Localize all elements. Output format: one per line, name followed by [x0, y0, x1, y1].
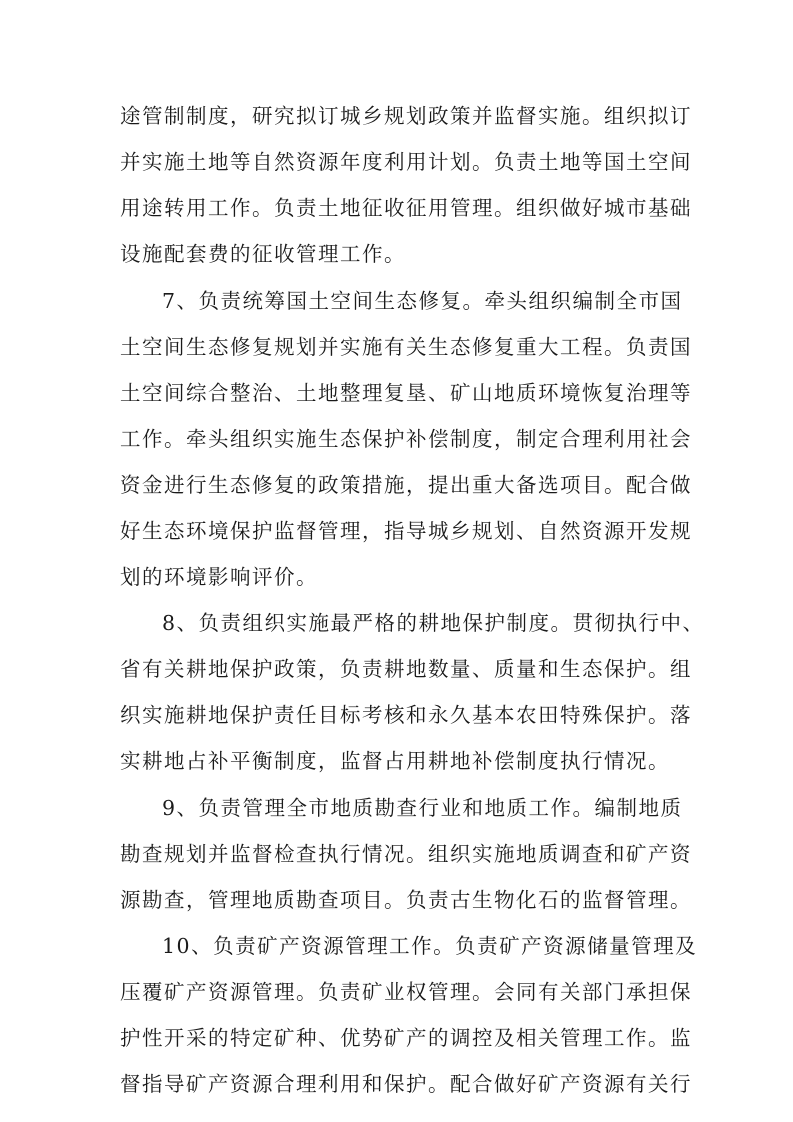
text-line: 划的环境影响评价。 — [120, 565, 318, 589]
paragraph-7-first-line: 7、负责统筹国土空间生态修复。牵头组织编制全市国 — [162, 289, 683, 313]
text-line: 省有关耕地保护政策，负责耕地数量、质量和生态保护。组 — [120, 657, 692, 681]
paragraph-9-first-line: 9、负责管理全市地质勘查行业和地质工作。编制地质 — [162, 796, 683, 820]
paragraph-8-first-line: 8、负责组织实施最严格的耕地保护制度。贯彻执行中、 — [162, 611, 705, 635]
text-line: 资金进行生态修复的政策措施，提出重大备选项目。配合做 — [120, 473, 692, 497]
text-line: 实耕地占补平衡制度，监督占用耕地补偿制度执行情况。 — [120, 749, 670, 773]
text-line: 勘查规划并监督检查执行情况。组织实施地质调查和矿产资 — [120, 842, 692, 866]
text-line: 工作。牵头组织实施生态保护补偿制度，制定合理利用社会 — [120, 427, 692, 451]
text-line: 设施配套费的征收管理工作。 — [120, 242, 406, 266]
text-line: 好生态环境保护监督管理，指导城乡规划、自然资源开发规 — [120, 519, 692, 543]
text-line: 土空间生态修复规划并实施有关生态修复重大工程。负责国 — [120, 335, 692, 359]
text-line: 织实施耕地保护责任目标考核和永久基本农田特殊保护。落 — [120, 703, 692, 727]
text-line: 源勘查，管理地质勘查项目。负责古生物化石的监督管理。 — [120, 888, 692, 912]
paragraph-10-first-line: 10、负责矿产资源管理工作。负责矿产资源储量管理及 — [162, 934, 698, 958]
text-line: 用途转用工作。负责土地征收征用管理。组织做好城市基础 — [120, 196, 692, 220]
text-line: 途管制制度，研究拟订城乡规划政策并监督实施。组织拟订 — [120, 104, 692, 128]
text-line: 并实施土地等自然资源年度利用计划。负责土地等国土空间 — [120, 150, 692, 174]
text-line: 土空间综合整治、土地整理复垦、矿山地质环境恢复治理等 — [120, 381, 692, 405]
text-line: 压覆矿产资源管理。负责矿业权管理。会同有关部门承担保 — [120, 980, 692, 1004]
text-line: 督指导矿产资源合理利用和保护。配合做好矿产资源有关行 — [120, 1072, 692, 1096]
text-line: 护性开采的特定矿种、优势矿产的调控及相关管理工作。监 — [120, 1026, 692, 1050]
